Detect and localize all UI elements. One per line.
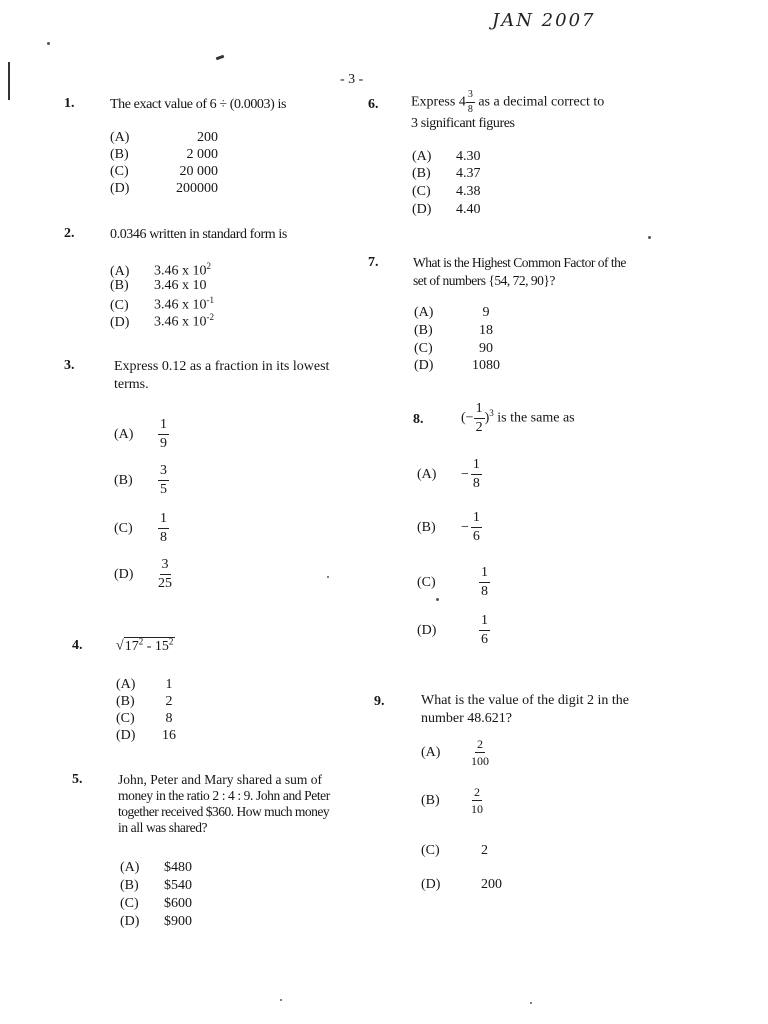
fraction — [479, 614, 490, 647]
denominator: 8 — [472, 476, 480, 491]
question-9-number: 9. — [374, 694, 385, 709]
question-6-option-d — [412, 202, 481, 218]
stem-line: John, Peter and Mary shared a sum of — [118, 772, 322, 787]
scan-speck — [436, 598, 439, 601]
margin-tick — [216, 55, 225, 61]
option-label: (C) — [116, 711, 135, 726]
option-value: 18 — [479, 323, 493, 338]
page-number: - 3 - — [340, 72, 364, 87]
stem-line: number 48.621? — [421, 711, 512, 726]
option-label: (A) — [421, 744, 441, 760]
numerator: 3 — [160, 558, 171, 575]
question-8-number: 8. — [413, 412, 424, 427]
stem-suffix: is the same as — [497, 410, 575, 426]
question-8-option-a — [417, 458, 482, 491]
numerator: 1 — [471, 458, 482, 475]
option-label: (D) — [116, 728, 136, 743]
numerator: 1 — [471, 511, 482, 528]
scan-speck — [530, 1002, 532, 1004]
option-value: 9 — [482, 305, 490, 320]
numerator: 1 — [158, 418, 169, 435]
stem-close: ) — [484, 410, 490, 426]
question-3-option-d — [114, 558, 172, 591]
question-7-option-c — [414, 341, 514, 357]
question-5-option-d — [120, 914, 192, 930]
question-6-option-a — [412, 149, 481, 165]
question-5-number: 5. — [72, 772, 83, 787]
exponent: 2 — [168, 636, 174, 646]
stem-line: together received $360. How much money — [118, 804, 330, 819]
option-value: 2 000 — [186, 147, 218, 162]
option-label: (C) — [414, 341, 433, 356]
option-value: 4.40 — [456, 202, 481, 217]
numerator: 1 — [479, 614, 490, 631]
question-9-stem — [421, 692, 629, 728]
option-label: (D) — [414, 358, 434, 373]
stem-open: (− — [461, 410, 474, 426]
option-value: 8 — [165, 711, 173, 726]
question-2-option-d — [110, 312, 214, 331]
option-label: (D) — [120, 914, 140, 929]
fraction — [471, 458, 482, 491]
question-2-stem: 0.0346 written in standard form is — [110, 227, 287, 242]
question-6-option-c — [412, 184, 481, 200]
option-exponent: -1 — [206, 295, 214, 305]
option-value: 200 — [481, 877, 502, 892]
exponent: 2 — [138, 636, 144, 646]
option-label: (A) — [120, 860, 140, 875]
option-label: (B) — [412, 166, 431, 181]
option-label: (B) — [414, 323, 433, 338]
question-3-option-c — [114, 512, 169, 545]
option-label: (A) — [114, 426, 134, 442]
denominator: 25 — [158, 576, 172, 591]
question-1-option-a — [110, 130, 218, 146]
option-value: 4.37 — [456, 166, 481, 181]
option-value: 3.46 x 10 — [154, 297, 207, 313]
question-1-number: 1. — [64, 96, 75, 111]
option-value: 3.46 x 10 — [154, 314, 207, 330]
scan-speck — [648, 236, 651, 239]
stem-line: in all was shared? — [118, 820, 208, 835]
fraction — [158, 512, 169, 545]
option-label: (A) — [110, 263, 130, 279]
numerator: 3 — [158, 464, 169, 481]
question-3-option-a — [114, 418, 169, 451]
option-label: (B) — [110, 147, 129, 162]
fraction — [471, 738, 489, 767]
numerator: 1 — [474, 402, 485, 419]
question-6-number: 6. — [368, 97, 379, 112]
option-label: (C) — [114, 520, 133, 536]
option-label: (A) — [414, 305, 434, 320]
numerator: 3 — [466, 90, 475, 103]
option-exponent: -2 — [206, 312, 214, 322]
question-5-stem — [118, 772, 330, 836]
option-label: (A) — [412, 149, 432, 164]
question-1-option-c — [110, 164, 218, 180]
option-label: (D) — [114, 566, 134, 582]
question-2-option-c — [110, 295, 214, 314]
question-9-option-b — [421, 786, 483, 815]
option-value: 200 — [197, 130, 218, 145]
question-2-option-a — [110, 261, 211, 280]
option-label: (D) — [110, 314, 130, 330]
option-label: (A) — [116, 677, 136, 692]
option-value: $900 — [164, 914, 192, 929]
question-6-stem-line-2: 3 significant figures — [411, 116, 515, 131]
option-value: 200000 — [176, 181, 218, 196]
option-value: 4.38 — [456, 184, 481, 199]
option-value: 2 — [481, 843, 488, 858]
fraction — [471, 786, 483, 815]
question-7-stem — [413, 254, 626, 290]
option-value: 16 — [162, 728, 176, 743]
option-label: (A) — [417, 466, 437, 482]
radicand-b: 15 — [154, 638, 169, 654]
numerator: 1 — [158, 512, 169, 529]
numerator: 2 — [477, 737, 483, 751]
option-value: 2 — [165, 694, 173, 709]
margin-mark — [8, 62, 10, 100]
question-4-option-a — [116, 677, 178, 693]
question-4-option-b — [116, 694, 178, 710]
option-label: (D) — [412, 202, 432, 217]
fraction — [471, 511, 482, 544]
fraction — [158, 418, 169, 451]
denominator: 8 — [160, 530, 167, 545]
fraction — [158, 558, 172, 591]
option-value: 1 — [165, 677, 173, 692]
scan-speck — [47, 42, 50, 45]
fraction — [474, 402, 485, 435]
minus-sign: − — [461, 519, 469, 535]
option-label: (B) — [110, 278, 129, 293]
option-exponent: 2 — [206, 261, 211, 271]
denominator: 6 — [481, 632, 488, 647]
option-label: (B) — [116, 694, 135, 709]
option-value: $540 — [164, 878, 192, 893]
denominator: 8 — [467, 104, 473, 115]
stem-suffix: as a decimal correct to — [478, 94, 605, 110]
denominator: 8 — [481, 584, 488, 599]
stem-line: money in the ratio 2 : 4 : 9. John and Peter — [118, 788, 330, 803]
option-value: 20 000 — [179, 164, 218, 179]
question-8-option-d — [417, 614, 490, 647]
option-label: (C) — [110, 297, 129, 313]
denominator: 2 — [475, 420, 483, 435]
denominator: 100 — [471, 754, 489, 768]
question-7-option-d — [414, 358, 514, 374]
stem-line: What is the value of the digit 2 in the — [421, 693, 630, 708]
minus-sign: − — [461, 466, 469, 482]
option-label: (C) — [412, 184, 431, 199]
question-2-number: 2. — [64, 226, 75, 241]
question-1-stem: The exact value of 6 ÷ (0.0003) is — [110, 97, 287, 112]
option-value: 3.46 x 10 — [154, 263, 207, 279]
denominator: 5 — [160, 482, 167, 497]
option-value: 4.30 — [456, 149, 481, 164]
option-label: (C) — [120, 896, 139, 911]
scan-speck — [280, 999, 282, 1001]
question-5-option-a — [120, 860, 192, 876]
question-6-stem — [411, 90, 604, 115]
mixed-fraction — [466, 90, 475, 115]
stem-prefix: Express 4 — [411, 94, 466, 110]
option-label: (B) — [120, 878, 139, 893]
denominator: 9 — [160, 436, 167, 451]
option-value: $600 — [164, 896, 192, 911]
question-9-option-a — [421, 738, 489, 767]
question-1-option-b — [110, 147, 218, 163]
option-label: (B) — [417, 519, 436, 535]
question-7-option-a — [414, 305, 514, 321]
radicand — [124, 637, 176, 654]
question-7-option-b — [414, 323, 514, 339]
question-8-option-b — [417, 511, 482, 544]
option-label: (D) — [110, 181, 130, 196]
question-3-number: 3. — [64, 358, 75, 373]
exponent: 3 — [489, 408, 494, 419]
stem-line: set of numbers {54, 72, 90}? — [413, 273, 555, 288]
question-7-number: 7. — [368, 255, 379, 270]
option-label: (C) — [421, 843, 440, 858]
scan-speck — [327, 576, 329, 578]
question-3-stem: Express 0.12 as a fraction in its lowest terms. — [114, 359, 330, 392]
radicand-a: 17 — [124, 638, 139, 654]
option-value: $480 — [164, 860, 192, 875]
question-5-option-b — [120, 878, 192, 894]
minus-sign: - — [146, 638, 152, 654]
option-value: 3.46 x 10 — [154, 278, 207, 293]
option-label: (D) — [417, 622, 437, 638]
question-9-option-d — [421, 877, 502, 893]
question-4-stem — [116, 636, 175, 655]
handwritten-date: JAN 2007 — [492, 10, 596, 31]
fraction — [158, 464, 169, 497]
option-label: (B) — [421, 792, 440, 808]
radical-sign: √ — [116, 638, 124, 654]
question-8-option-c — [417, 566, 490, 599]
option-label: (C) — [110, 164, 129, 179]
option-label: (C) — [417, 574, 436, 590]
numerator: 2 — [474, 785, 480, 799]
stem-line: What is the Highest Common Factor of the — [413, 255, 626, 270]
question-9-option-c — [421, 843, 488, 859]
question-3-option-b — [114, 464, 169, 497]
question-1-option-d — [110, 181, 218, 197]
denominator: 10 — [471, 802, 483, 816]
numerator: 1 — [479, 566, 490, 583]
option-label: (D) — [421, 877, 441, 892]
question-5-option-c — [120, 896, 192, 912]
option-label: (A) — [110, 130, 130, 145]
question-4-option-c — [116, 711, 178, 727]
option-value: 1080 — [472, 358, 500, 373]
option-label: (B) — [114, 472, 133, 488]
fraction — [479, 566, 490, 599]
question-2-option-b — [110, 278, 207, 294]
option-value: 90 — [479, 341, 493, 356]
denominator: 6 — [472, 529, 480, 544]
question-4-number: 4. — [72, 638, 83, 653]
question-8-stem — [461, 402, 575, 435]
question-4-option-d — [116, 728, 178, 744]
question-6-option-b — [412, 166, 481, 182]
